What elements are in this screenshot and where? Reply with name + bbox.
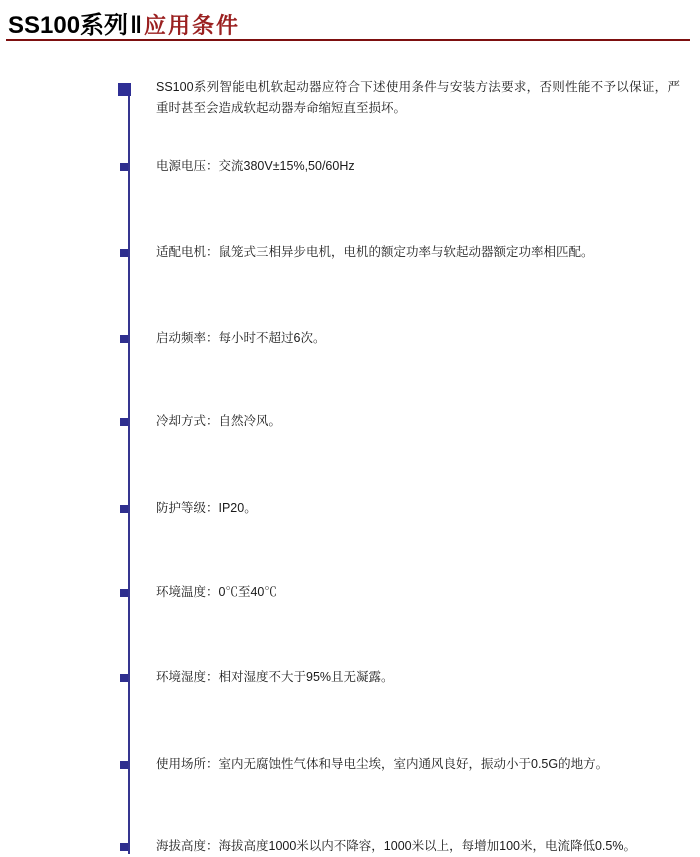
square-bullet-icon bbox=[120, 505, 128, 513]
list-item-text: 环境温度：0℃至40℃ bbox=[156, 585, 277, 599]
square-bullet-icon bbox=[120, 674, 128, 682]
square-bullet-icon bbox=[120, 761, 128, 769]
list-item-text: 防护等级：IP20。 bbox=[156, 501, 257, 515]
square-bullet-icon bbox=[118, 83, 131, 96]
square-bullet-icon bbox=[120, 843, 128, 851]
page-title-section: 应用条件 bbox=[144, 13, 241, 38]
list-item-text: 使用场所：室内无腐蚀性气体和导电尘埃，室内通风良好，振动小于0.5G的地方。 bbox=[156, 757, 609, 771]
square-bullet-icon bbox=[120, 335, 128, 343]
list-item-text: 启动频率：每小时不超过6次。 bbox=[156, 331, 326, 345]
page-title-series: SS100系列 bbox=[8, 12, 129, 39]
page-title-separator: ‖ bbox=[130, 12, 143, 39]
list-item-text: 适配电机：鼠笼式三相异步电机，电机的额定功率与软起动器额定功率相匹配。 bbox=[156, 245, 594, 259]
list-item-text: 海拔高度：海拔高度1000米以内不降容，1000米以上，每增加100米，电流降低0.5%。 bbox=[156, 839, 636, 853]
square-bullet-icon bbox=[120, 418, 128, 426]
square-bullet-icon bbox=[120, 163, 128, 171]
square-bullet-icon bbox=[120, 249, 128, 257]
square-bullet-icon bbox=[120, 589, 128, 597]
list-item-text: 环境湿度：相对湿度不大于95%且无凝露。 bbox=[156, 670, 394, 684]
list-item-text: 电源电压：交流380V±15%,50/60Hz bbox=[156, 159, 355, 173]
list-item-text: SS100系列智能电机软起动器应符合下述使用条件与安装方法要求，否则性能不予以保证，严重时甚至会造成软起动器寿命缩短直至损坏。 bbox=[156, 80, 680, 115]
list-item-text: 冷却方式：自然冷风。 bbox=[156, 414, 282, 428]
